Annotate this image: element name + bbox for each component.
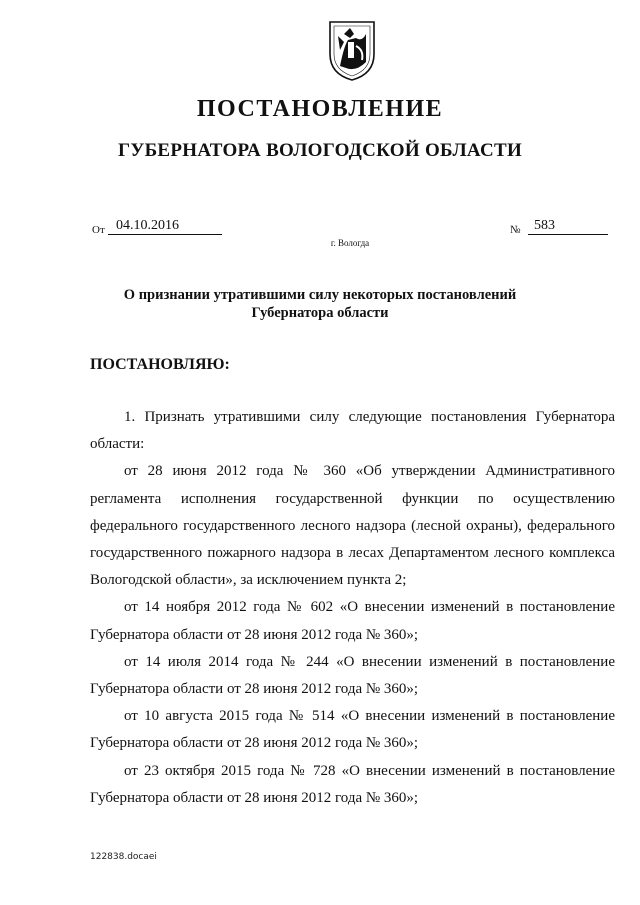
city-label: г. Вологда xyxy=(330,238,370,248)
paragraph-1: 1. Признать утратившими силу следующие постановления Губернатора области: xyxy=(90,409,615,453)
document-number: 583 xyxy=(528,218,608,235)
document-issuer: ГУБЕРНАТОРА ВОЛОГОДСКОЙ ОБЛАСТИ xyxy=(117,140,523,161)
paragraph-2: от 28 июня 2012 года № 360 «Об утверждении Административного регламента исполнения государственной функции по осуществлению федерального государственного лесного надзора (лесной охраны), федерального государственного пожарного надзора в лесах Департаментом лесного комплекса Вологодской области», за исключением пункта 2; xyxy=(90,463,615,589)
subject-line-1: О признании утратившими силу некоторых постановлений xyxy=(123,287,517,303)
document-title: ПОСТАНОВЛЕНИЕ xyxy=(196,96,444,122)
date-label: От xyxy=(92,224,105,236)
coat-of-arms-icon xyxy=(326,16,378,82)
document-body xyxy=(90,404,615,812)
paragraph-6: от 23 октября 2015 года № 728 «О внесении изменений в постановление Губернатора области от 28 июня 2012 года № 360»; xyxy=(90,762,615,806)
number-label: № xyxy=(510,224,521,236)
file-reference: 122838.docaei xyxy=(90,852,157,862)
document-date: 04.10.2016 xyxy=(108,218,222,235)
decree-heading: ПОСТАНОВЛЯЮ: xyxy=(90,356,230,373)
document-subject xyxy=(120,286,520,322)
subject-line-2: Губернатора области xyxy=(251,305,389,321)
paragraph-4: от 14 июля 2014 года № 244 «О внесении изменений в постановление Губернатора области от 28 июня 2012 года № 360»; xyxy=(90,653,615,698)
paragraph-5: от 10 августа 2015 года № 514 «О внесении изменений в постановление Губернатора области от 28 июня 2012 года № 360»; xyxy=(90,708,615,752)
paragraph-3: от 14 ноября 2012 года № 602 «О внесении изменений в постановление Губернатора области от 28 июня 2012 года № 360»; xyxy=(90,599,615,643)
